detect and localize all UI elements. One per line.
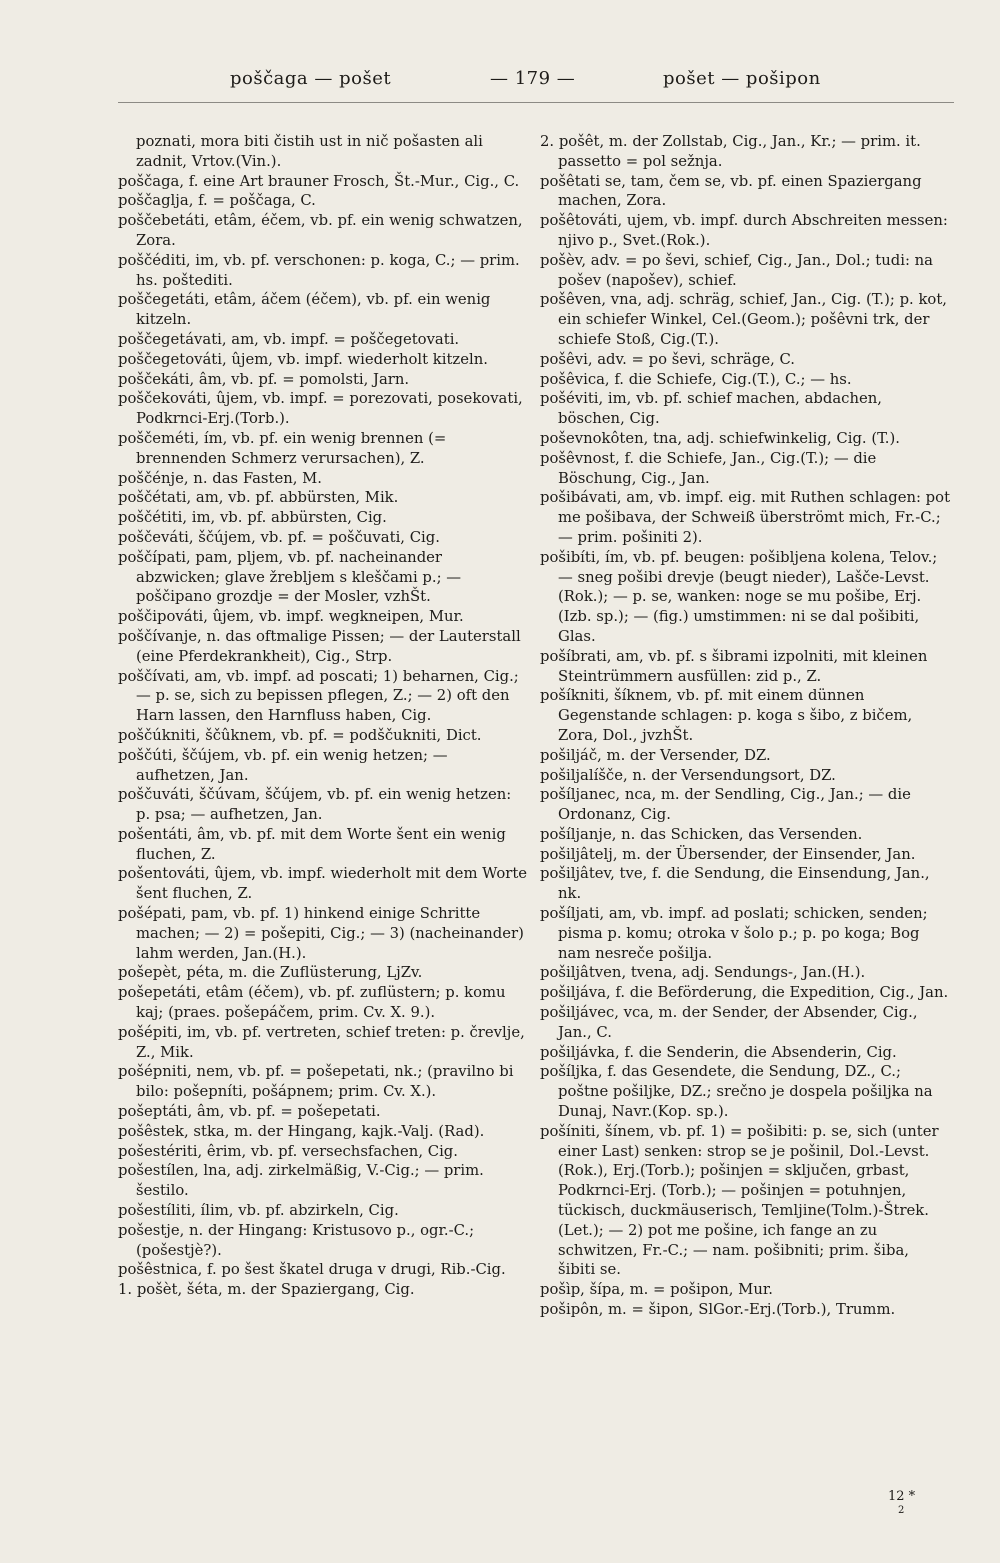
dictionary-entry: poščétati, am, vb. pf. abbürsten, Mik. bbox=[118, 489, 399, 507]
dictionary-entry: pošeptáti, âm, vb. pf. = pošepetati. bbox=[118, 1103, 381, 1121]
page-header bbox=[118, 68, 954, 98]
signature-mark: 12 * bbox=[888, 1489, 916, 1504]
dictionary-entry: pošiljalíšče, n. der Versendungsort, DZ. bbox=[540, 766, 836, 784]
dictionary-entry: pošiljáč, m. der Versender, DZ. bbox=[540, 746, 771, 764]
dictionary-entry: pošêvica, f. die Schiefe, Cig.(T.), C.; — hs. bbox=[540, 370, 852, 388]
signature-sub: 2 bbox=[898, 1505, 905, 1516]
dictionary-entry: poščétiti, im, vb. pf. abbürsten, Cig. bbox=[118, 509, 387, 527]
dictionary-entry: poščipováti, ûjem, vb. impf. wegkneipen, Mur. bbox=[118, 608, 464, 626]
dictionary-entry: poščaglja, f. = poščaga, C. bbox=[118, 192, 316, 210]
dictionary-entry: pošestje, n. der Hingang: Kristusovo p., ogr.-C.; (pošestjè?). bbox=[118, 1221, 475, 1259]
dictionary-entry: pošiljâtev, tve, f. die Sendung, die Einsendung, Jan., nk. bbox=[540, 865, 930, 903]
dictionary-entry: pošipôn, m. = šipon, SlGor.-Erj.(Torb.), Trumm. bbox=[540, 1301, 896, 1319]
dictionary-entry: poščekováti, ûjem, vb. impf. = porezovati, posekovati, Podkrnci-Erj.(Torb.). bbox=[118, 390, 523, 428]
page-number: — 179 — bbox=[490, 68, 576, 89]
header-left-guideword: poščaga — pošet bbox=[230, 68, 392, 89]
dictionary-entry: pošêven, vna, adj. schräg, schief, Jan., Cig. (T.); p. kot, ein schiefer Winkel, Cel.(Geom.); pošêvni trk, der schiefe Stoß, Cig.(T.). bbox=[540, 291, 947, 348]
dictionary-entry: pošíljanec, nca, m. der Sendling, Cig., Jan.; — die Ordonanz, Cig. bbox=[540, 786, 911, 824]
dictionary-entry: pošíkniti, šíknem, vb. pf. mit einem dünnen Gegenstande schlagen: p. koga s šibo, z bičem, Zora, Dol., jvzhŠt. bbox=[540, 687, 913, 744]
dictionary-entry: poščegetáti, etâm, áčem (éčem), vb. pf. ein wenig kitzeln. bbox=[118, 291, 491, 329]
dictionary-entry: 1. pošèt, šéta, m. der Spaziergang, Cig. bbox=[118, 1281, 415, 1299]
dictionary-entry: pošêstnica, f. po šest škatel druga v drugi, Rib.-Cig. bbox=[118, 1261, 506, 1279]
dictionary-entry: poščénje, n. das Fasten, M. bbox=[118, 469, 322, 487]
dictionary-entry: poščegetávati, am, vb. impf. = poščegetovati. bbox=[118, 330, 460, 348]
dictionary-entry: poščaga, f. eine Art brauner Frosch, Št.-Mur., Cig., C. bbox=[118, 172, 520, 190]
dictionary-entry: poščekáti, âm, vb. pf. = pomolsti, Jarn. bbox=[118, 370, 410, 388]
dictionary-entry: pošestíliti, ílim, vb. pf. abzirkeln, Cig. bbox=[118, 1202, 399, 1220]
dictionary-entry: pošentáti, âm, vb. pf. mit dem Worte šent ein wenig fluchen, Z. bbox=[118, 825, 506, 863]
dictionary-entry: poščúti, ščújem, vb. pf. ein wenig hetzen; — aufhetzen, Jan. bbox=[118, 746, 448, 784]
dictionary-entry: poščegetováti, ûjem, vb. impf. wiederholt kitzeln. bbox=[118, 350, 488, 368]
dictionary-entry: pošiljâtven, tvena, adj. Sendungs-, Jan.(H.). bbox=[540, 964, 866, 982]
dictionary-entry: pošépniti, nem, vb. pf. = pošepetati, nk.; (pravilno bi bilo: pošepníti, pošápnem; prim. Cv. X.). bbox=[118, 1063, 514, 1101]
dictionary-entry: pošíbrati, am, vb. pf. s šibrami izpolniti, mit kleinen Steintrümmern ausfüllen: zid p., Z. bbox=[540, 647, 928, 685]
dictionary-entry: 2. pošêt, m. der Zollstab, Cig., Jan., Kr.; — prim. it. passetto = pol sežnja. bbox=[540, 133, 921, 170]
dictionary-entry: pošíniti, šínem, vb. pf. 1) = pošibiti: p. se, sich (unter einer Last) senken: strop se je pošinil, Dol.-Levst.(Rok.), Erj.(Torb.); pošinjen = sključen, grbast, Podkrnci-Erj. (Torb.); — pošinjen = potuhnjen, tückisch, duckmäuserisch, Temljine(Tolm.)-Štrek.(Let.); — 2) pot me pošine, ich fange an zu schwitzen, Fr.-C.; — nam. pošibniti; prim. šiba, šibiti se. bbox=[540, 1122, 939, 1279]
dictionary-entry: pošéviti, im, vb. pf. schief machen, abdachen, böschen, Cig. bbox=[540, 390, 882, 428]
dictionary-entry: pošépiti, im, vb. pf. vertreten, schief treten: p. črevlje, Z., Mik. bbox=[118, 1023, 525, 1061]
dictionary-entry: pošestériti, êrim, vb. pf. versechsfachen, Cig. bbox=[118, 1142, 458, 1160]
header-right-guideword: pošet — pošipon bbox=[663, 68, 821, 89]
dictionary-entry: pošiljâtelj, m. der Übersender, der Einsender, Jan. bbox=[540, 845, 916, 863]
dictionary-entry: pošêstek, stka, m. der Hingang, kajk.-Valj. (Rad). bbox=[118, 1122, 485, 1140]
dictionary-entry: pošêvnost, f. die Schiefe, Jan., Cig.(T.); — die Böschung, Cig., Jan. bbox=[540, 449, 877, 487]
dictionary-entry: poševnokôten, tna, adj. schiefwinkelig, Cig. (T.). bbox=[540, 429, 900, 447]
left-column bbox=[118, 132, 528, 1300]
dictionary-entry: poščúkniti, ščûknem, vb. pf. = podščukniti, Dict. bbox=[118, 726, 482, 744]
dictionary-entry: poščeméti, ím, vb. pf. ein wenig brennen (= brennenden Schmerz verursachen), Z. bbox=[118, 429, 447, 467]
dictionary-entry: pošentováti, ûjem, vb. impf. wiederholt mit dem Worte šent fluchen, Z. bbox=[118, 865, 528, 903]
dictionary-entry: poščívati, am, vb. impf. ad poscati; 1) beharnen, Cig.; — p. se, sich zu bepissen pflegen, Z.; — 2) oft den Harn lassen, den Harnfluss haben, Cig. bbox=[118, 667, 519, 725]
header-rule bbox=[118, 102, 954, 103]
printer-signature bbox=[888, 1490, 915, 1518]
dictionary-entry: poščuváti, ščúvam, ščújem, vb. pf. ein wenig hetzen: p. psa; — aufhetzen, Jan. bbox=[118, 786, 512, 824]
dictionary-entry: poščeváti, ščújem, vb. pf. = poščuvati, Cig. bbox=[118, 528, 440, 546]
dictionary-entry: pošèv, adv. = po ševi, schief, Cig., Jan., Dol.; tudi: na pošev (napošev), schief. bbox=[540, 251, 933, 289]
dictionary-entry: pošépati, pam, vb. pf. 1) hinkend einige Schritte machen; — 2) = pošepiti, Cig.; — 3) (nacheinander) lahm werden, Jan.(H.). bbox=[118, 905, 524, 962]
dictionary-entry: pošepèt, péta, m. die Zuflüsterung, LjZv. bbox=[118, 964, 423, 982]
dictionary-entry: pošêtati se, tam, čem se, vb. pf. einen Spaziergang machen, Zora. bbox=[540, 172, 922, 210]
dictionary-entry: pošêvi, adv. = po ševi, schräge, C. bbox=[540, 350, 796, 368]
dictionary-entry: pošiljávka, f. die Senderin, die Absenderin, Cig. bbox=[540, 1043, 897, 1061]
dictionary-entry: pošibíti, ím, vb. pf. beugen: pošibljena kolena, Telov.; — sneg pošibi drevje (beugt nieder), Lašče-Levst.(Rok.); — p. se, wanken: noge se mu pošibe, Erj.(Izb. sp.); — (fig.) umstimmen: ni se dal pošibiti, Glas. bbox=[540, 548, 938, 645]
dictionary-entry: pošestílen, lna, adj. zirkelmäßig, V.-Cig.; — prim. šestilo. bbox=[118, 1162, 484, 1200]
dictionary-entry: pošíljka, f. das Gesendete, die Sendung, DZ., C.; poštne pošiljke, DZ.; srečno je dospela pošiljka na Dunaj, Navr.(Kop. sp.). bbox=[540, 1063, 933, 1121]
dictionary-entry: poščívanje, n. das oftmalige Pissen; — der Lauterstall (eine Pferdekrankheit), Cig., Strp. bbox=[118, 627, 521, 665]
dictionary-entry: poščebetáti, etâm, éčem, vb. pf. ein wenig schwatzen, Zora. bbox=[118, 212, 523, 249]
dictionary-entry: pošepetáti, etâm (éčem), vb. pf. zuflüstern; p. komu kaj; (praes. pošepáčem, prim. Cv. X. 9.). bbox=[118, 984, 506, 1022]
dictionary-entry: pošíljanje, n. das Schicken, das Versenden. bbox=[540, 825, 863, 843]
dictionary-entry: poznati, mora biti čistih ust in nič pošasten ali zadnit, Vrtov.(Vin.). bbox=[136, 133, 483, 170]
dictionary-entry: pošìp, šípa, m. = pošipon, Mur. bbox=[540, 1281, 774, 1299]
dictionary-entry: pošibávati, am, vb. impf. eig. mit Ruthen schlagen: pot me pošibava, der Schweiß überströmt mich, Fr.-C.; — prim. pošiniti 2). bbox=[540, 489, 951, 546]
right-column bbox=[540, 132, 950, 1320]
dictionary-entry: poščípati, pam, pljem, vb. pf. nacheinander abzwicken; glave žrebljem s kleščami p.; — poščipano grozdje = der Mosler, vzhŠt. bbox=[118, 548, 462, 606]
dictionary-entry: pošêtováti, ujem, vb. impf. durch Abschreiten messen: njivo p., Svet.(Rok.). bbox=[540, 212, 948, 249]
dictionary-entry: pošiljáva, f. die Beförderung, die Expedition, Cig., Jan. bbox=[540, 984, 949, 1002]
dictionary-entry: pošíljati, am, vb. impf. ad poslati; schicken, senden; pisma p. komu; otroka v šolo p.; p. po koga; Bog nam nesreče pošilja. bbox=[540, 905, 928, 962]
dictionary-entry: pošiljávec, vca, m. der Sender, der Absender, Cig., Jan., C. bbox=[540, 1004, 918, 1041]
dictionary-entry: poščéditi, im, vb. pf. verschonen: p. koga, C.; — prim. hs. poštediti. bbox=[118, 251, 520, 289]
